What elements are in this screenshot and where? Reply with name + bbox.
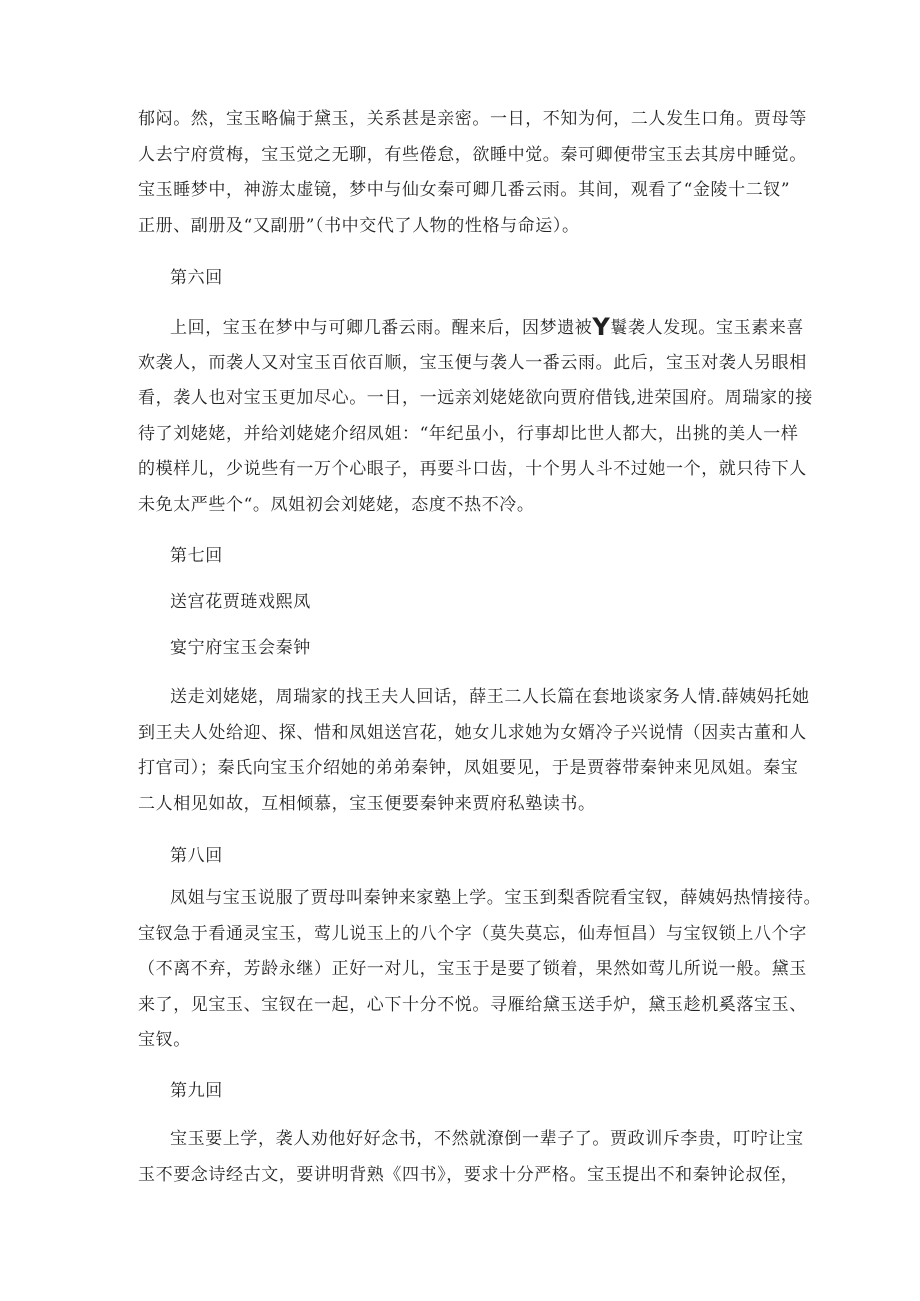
text-line: 未免太严些个“。凤姐初会刘姥姥，态度不热不冷。 — [138, 494, 535, 515]
paragraph-chapter8 — [138, 881, 822, 1059]
text-line: 玉不要念诗经古文，要讲明背熟《四书》，要求十分严格。宝玉提出不和秦钟论叔侄， — [138, 1164, 799, 1185]
paragraph-chapter5-summary — [138, 102, 807, 244]
text-line: 宝玉睡梦中，神游太虚镜，梦中与仙女秦可卿几番云雨。其间，观看了“金陵十二钗” — [138, 180, 791, 200]
chapter-heading-6: 第六回 — [170, 268, 223, 288]
text-line: 打官司）；秦氏向宝玉介绍她的弟弟秦钟，凤姐要见，于是贾蓉带秦钟来见凤姐。秦宝 — [138, 758, 799, 778]
text-line — [138, 310, 804, 346]
text-line: 正册、副册及“又副册”（书中交代了人物的性格与命运）。 — [138, 215, 580, 236]
text-segment: 鬟袭人发现。宝玉素来喜 — [610, 318, 804, 338]
paragraph-chapter6 — [138, 310, 813, 523]
chapter-heading-8: 第八回 — [170, 846, 223, 866]
text-line: 看，袭人也对宝玉更加尽心。一日，一远亲刘姥姥欲向贾府借钱,进荣国府。周瑞家的接 — [138, 388, 813, 408]
chapter-title-line-1: 送宫花贾琏戏熙凤 — [170, 592, 311, 612]
text-line: 宝钗急于看通灵宝玉，莺儿说玉上的八个字（莫失莫忘，仙寿恒昌）与宝钗锁上八个字 — [138, 923, 807, 944]
text-line: 送走刘姥姥，周瑞家的找王夫人回话，薛王二人长篇在套地谈家务人情.薛姨妈托她 — [170, 687, 810, 707]
text-line: 人去宁府赏梅，宝玉觉之无聊，有些倦怠，欲睡中觉。秦可卿便带宝玉去其房中睡觉。 — [138, 144, 807, 165]
paragraph-chapter7 — [138, 680, 810, 822]
text-line: 的模样儿，少说些有一万个心眼子，再要斗口齿，十个男人斗不过她一个，就只待下人 — [138, 459, 807, 479]
chapter-title-line-2: 宴宁府宝玉会秦钟 — [170, 638, 311, 658]
text-line: 待了刘姥姥，并给刘姥姥介绍凤姐：“年纪虽小，行事却比世人都大，出挑的美人一样 — [138, 423, 799, 444]
text-line: 凤姐与宝玉说服了贾母叫秦钟来家塾上学。宝玉到梨香院看宝钗，薛姨妈热情接待。 — [170, 888, 822, 908]
text-line: 欢袭人，而袭人又对宝玉百依百顺，宝玉便与袭人一番云雨。此后，宝玉对袭人另眼相 — [138, 352, 807, 373]
text-line: （不离不弃，芳龄永继）正好一对儿，宝玉于是要了锁着，果然如莺儿所说一般。黛玉 — [138, 959, 807, 979]
text-line: 二人相见如故，互相倾慕，宝玉便要秦钟来贾府私塾读书。 — [138, 793, 596, 814]
text-line: 郁闷。然，宝玉略偏于黛玉，关系甚是亲密。一日，不知为何，二人发生口角。贾母等 — [138, 109, 807, 129]
text-line: 宝玉要上学，袭人劝他好好念书，不然就潦倒一辈子了。贾政训斥李贵，叮咛让宝 — [170, 1129, 804, 1149]
text-line: 宝钗。 — [138, 1030, 191, 1050]
chapter-heading-9: 第九回 — [170, 1081, 223, 1101]
text-line: 来了，见宝玉、宝钗在一起，心下十分不悦。寻雁给黛玉送手炉，黛玉趁机奚落宝玉、 — [138, 994, 807, 1015]
text-segment: 上回，宝玉在梦中与可卿几番云雨。醒来后，因梦遗被 — [170, 318, 593, 338]
text-line: 到王夫人处给迎、探、惜和凤姐送宫花，她女儿求她为女婿冷子兴说情（因卖古董和人 — [138, 722, 807, 743]
chapter-heading-7: 第七回 — [170, 546, 223, 566]
large-y-glyph: Y — [592, 313, 611, 341]
paragraph-chapter9 — [138, 1122, 804, 1193]
